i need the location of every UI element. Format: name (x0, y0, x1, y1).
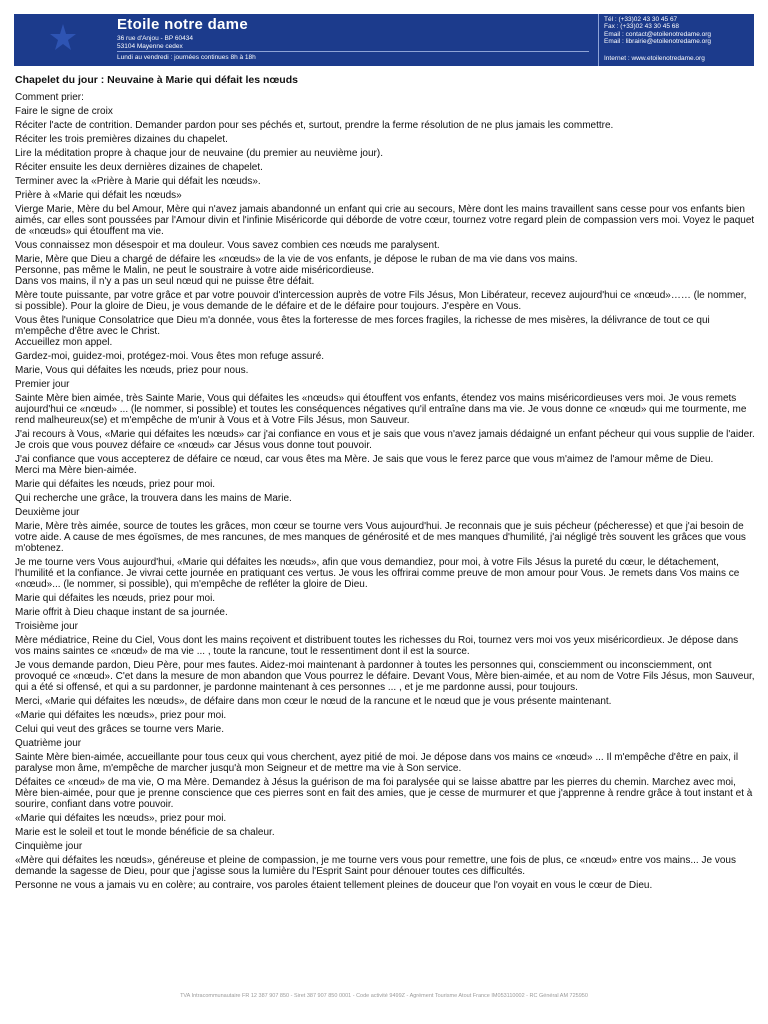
paragraph: Troisième jour (15, 621, 78, 632)
paragraph: Défaites ce «nœud» de ma vie, O ma Mère. Demandez à Jésus la guérison de ma foi paralysée qui se laisse abattre par les pierres du chemin. Marchez avec moi, Mère bien-aimée, pour que je prenne conscience que ces pierres sont en fait des amies, que je cesse de murmurer et que j'apprenne à rendre grâce à tout instant et à sourire, confiant dans votre pouvoir. (15, 777, 753, 810)
address-line-2: 53104 Mayenne cedex (117, 43, 183, 50)
logo (14, 14, 112, 66)
paragraph: Mère médiatrice, Reine du Ciel, Vous dont les mains reçoivent et distribuent toutes les richesses du Roi, tournez vers moi vos yeux miséricordieux. Je dépose dans vos mains saintes ce «nœud» de ma vie ... , toute la rancune, tout le ressentiment dont il est la source. (15, 635, 739, 657)
paragraph: Lire la méditation propre à chaque jour de neuvaine (du premier au neuvième jour). (15, 148, 383, 159)
paragraph: Sainte Mère bien aimée, très Sainte Marie, Vous qui défaites les «nœuds» qui étouffent vos enfants, étendez vos mains miséricordieuses vers moi. Je vous remets aujourd'hui ce «nœud» ... (le nommer, si possible) et toutes les conséquences négatives qu'il entraîne dans ma vie. Je vous donne ce «nœud» qui me tourmente, me rend malheureux(se) et m'empêche de m'unir à Vous et à Votre Fils Jésus, mon Sauveur. (15, 393, 747, 426)
paragraph: Comment prier: (15, 92, 84, 103)
paragraph: Qui recherche une grâce, la trouvera dans les mains de Marie. (15, 493, 292, 504)
paragraph: Premier jour (15, 379, 70, 390)
paragraph: Terminer avec la «Prière à Marie qui défait les nœuds». (15, 176, 261, 187)
paragraph: Je me tourne vers Vous aujourd'hui, «Marie qui défaites les nœuds», afin que vous demandiez, pour moi, à votre Fils Jésus la pureté du cœur, le détachement, l'humilité et la confiance. Je vivrai cette journée en pratiquant ces vertus. Je vous les offrirai comme preuve de mon amour pour Vous. Je remets dans Vos mains ce «nœud»... (le nommer, si possible), qui m'empêche de refléter la gloire de Dieu. (15, 557, 740, 590)
paragraph: Deuxième jour (15, 507, 80, 518)
logo-mark-icon (14, 14, 112, 66)
paragraph: Quatrième jour (15, 738, 82, 749)
paragraph: Faire le signe de croix (15, 106, 113, 117)
paragraph: Marie est le soleil et tout le monde bénéficie de sa chaleur. (15, 827, 275, 838)
paragraph: J'ai recours à Vous, «Marie qui défaites les nœuds» car j'ai confiance en vous et je sais que vous n'avez jamais dédaigné un enfant pécheur qui vous supplie de l'aider. Je crois que vous pouvez défaire ce «nœud» car Jésus vous donne tout pouvoir. (15, 429, 755, 451)
paragraph: Marie qui défaites les nœuds, priez pour moi. (15, 593, 216, 604)
paragraph: Marie, Mère très aimée, source de toutes les grâces, mon cœur se tourne vers Vous aujourd'hui. Je reconnais que je suis pécheur (pécheresse) et que j'ai besoin de votre aide. A cause de mes égoïsmes, de mes rancunes, de mes manques de générosité et de mes manques d'humilité, j'ai négligé très souvent les grâces que vous m'obtenez. (15, 521, 746, 554)
bookstore-email-link[interactable]: Email : librairie@etoilenotredame.org (604, 37, 712, 45)
paragraph: Marie offrit à Dieu chaque instant de sa journée. (15, 607, 228, 618)
paragraph: Mère toute puissante, par votre grâce et par votre pouvoir d'intercession auprès de votre Fils Jésus, Mon Libérateur, recevez aujourd'hui ce «nœud»…… (le nommer, si possible). Pour la gloire de Dieu, je vous demande de le défaire et de le défaire pour toujours. J'espère en Vous. (15, 290, 747, 312)
website-link[interactable]: Internet : www.etoilenotredame.org (604, 55, 705, 62)
paragraph: Marie qui défaites les nœuds, priez pour moi. (15, 479, 216, 490)
organization-name: Etoile notre dame (117, 16, 248, 33)
paragraph: «Marie qui défaites les nœuds», priez pour moi. (15, 710, 227, 721)
paragraph: Cinquième jour (15, 841, 83, 852)
paragraph: «Mère qui défaites les nœuds», généreuse et pleine de compassion, je me tourne vers vous pour remettre, une fois de plus, ce «nœud» entre vos mains... Je vous demande la sagesse de Dieu, pour que j'agisse sous la lumière du l'Esprit Saint pour dénouer toutes ces difficultés. (15, 855, 736, 877)
paragraph: Marie, Mère que Dieu a chargé de défaire les «nœuds» de la vie de vos enfants, je dépose le ruban de ma vie dans vos mains. Personne, pas même le Malin, ne peut le soustraire à votre aide miséricordieuse. Dans vos mains, il n'y a pas un seul nœud qui ne puisse être défait. (15, 254, 578, 287)
letterhead-banner (14, 14, 754, 66)
paragraph: Réciter ensuite les deux dernières dizaines de chapelet. (15, 162, 263, 173)
paragraph: Je vous demande pardon, Dieu Père, pour mes fautes. Aidez-moi maintenant à pardonner à toutes les personnes qui, consciemment ou inconsciemment, ont provoqué ce «nœud». C'et dans la mesure de mon abandon que Vous pourrez le défaire. Devant Vous, Mère bien-aimée, et au nom de Votre Fils Jésus, mon Sauveur, qui a été si offensé, et qui a su pardonner, je pardonne maintenant à ces personnes ... , et je me pardonne aussi, pour toujours. (15, 660, 755, 693)
paragraph-list (15, 92, 755, 891)
paragraph: Prière à «Marie qui défait les nœuds» (15, 190, 182, 201)
legal-footer: TVA Intracommunautaire FR 12 387 907 850 - Siret 387 907 850 0001 - Code activité 9499Z - Agrément Tourisme Atout France IM053110002 - RC Général AM 725950 (180, 993, 588, 999)
document-body (15, 74, 755, 894)
paragraph: Sainte Mère bien-aimée, accueillante pour tous ceux qui vous cherchent, ayez pitié de moi. Je dépose dans vos mains ce «nœud» ... Il m'empêche d'être en paix, il paralyse mon âme, m'empêche de marcher jusqu'à mon Seigneur et de mettre ma vie à Son service. (15, 752, 739, 774)
paragraph: «Marie qui défaites les nœuds», priez pour moi. (15, 813, 227, 824)
address-line-1: 36 rue d'Anjou - BP 60434 (117, 35, 193, 42)
contact-email-link[interactable]: Email : contact@etoilenotredame.org (604, 30, 712, 38)
paragraph: Gardez-moi, guidez-moi, protégez-moi. Vous êtes mon refuge assuré. (15, 351, 325, 362)
paragraph: Personne ne vous a jamais vu en colère; au contraire, vos paroles étaient tellement pleines de douceur que l'on voyait en vous le cœur de Dieu. (15, 880, 653, 891)
paragraph: Réciter les trois premières dizaines du chapelet. (15, 134, 228, 145)
paragraph: Vierge Marie, Mère du bel Amour, Mère qui n'avez jamais abandonné un enfant qui crie au secours, Mère dont les mains travaillent sans cesse pour vos enfants bien aimés, car elles sont poussées par l'Amour divin et l'infinie Miséricorde qui déborde de votre cœur, tournez votre regard plein de compassion vers moi. Voyez le paquet de «nœuds» qui étouffent ma vie. (15, 204, 755, 237)
paragraph: Réciter l'acte de contrition. Demander pardon pour ses péchés et, surtout, prendre la ferme résolution de ne plus jamais les commettre. (15, 120, 614, 131)
paragraph: Vous connaissez mon désespoir et ma douleur. Vous savez combien ces nœuds me paralysent. (15, 240, 440, 251)
opening-hours: Lundi au vendredi : journées continues 8h à 18h (117, 54, 256, 61)
document-title: Chapelet du jour : Neuvaine à Marie qui défait les nœuds (15, 74, 298, 86)
paragraph: Marie, Vous qui défaites les nœuds, priez pour nous. (15, 365, 249, 376)
header-vertical-divider (598, 14, 599, 66)
header-divider (117, 51, 589, 52)
fax-number: Fax : (+33)02 43 30 45 68 (604, 23, 679, 31)
paragraph: Celui qui veut des grâces se tourne vers Marie. (15, 724, 224, 735)
contact-block (604, 16, 711, 45)
paragraph: Vous êtes l'unique Consolatrice que Dieu m'a donnée, vous êtes la forteresse de mes forces fragiles, la richesse de mes misères, la délivrance de tout ce qui m'empêche d'être avec le Christ. Accueillez mon appel. (15, 315, 710, 348)
phone-number: Tél : (+33)02 43 30 45 67 (604, 16, 678, 23)
paragraph: J'ai confiance que vous accepterez de défaire ce nœud, car vous êtes ma Mère. Je sais que vous le ferez parce que vous m'aimez de l'amour même de Dieu. Merci ma Mère bien-aimée. (15, 454, 714, 476)
paragraph: Merci, «Marie qui défaites les nœuds», de défaire dans mon cœur le nœud de la rancune et le nœud que je vous présente maintenant. (15, 696, 612, 707)
